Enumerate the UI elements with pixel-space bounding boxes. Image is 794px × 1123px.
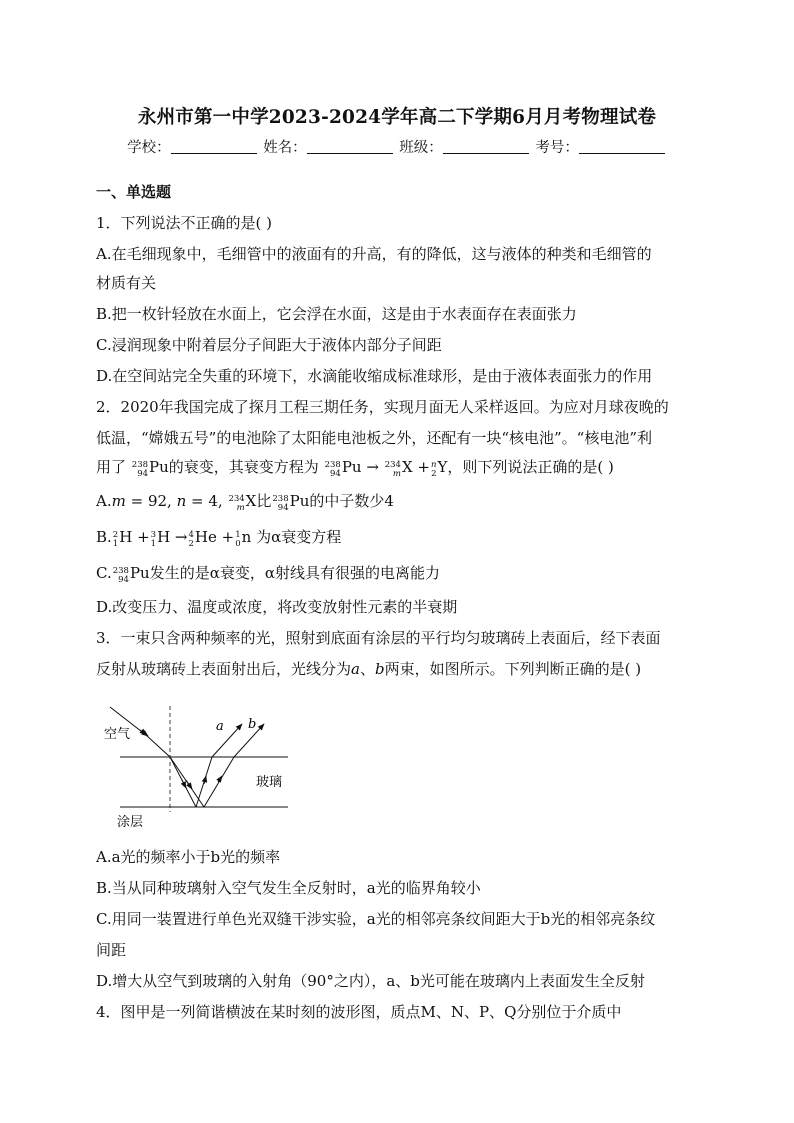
- q2-option-a: A.m = 92, n = 4, 234 m X比 238 94 Pu的中子数少4: [96, 492, 394, 513]
- q3-stem-line1: 3．一束只含两种频率的光，照射到底面有涂层的平行均匀玻璃砖上表面后，经下表面: [96, 629, 661, 647]
- fig-label-coating: 涂层: [117, 815, 144, 830]
- q3-option-a: A.a光的频率小于b光的频率: [96, 848, 281, 866]
- exam-no-blank[interactable]: [579, 139, 665, 154]
- incident-ray: [146, 735, 170, 757]
- q1-option-c: C.浸润现象中附着层分子间距大于液体内部分子间距: [96, 336, 442, 354]
- student-info-row: [0, 136, 794, 157]
- nuclide-y: n 2: [431, 460, 437, 479]
- fig-label-glass: 玻璃: [256, 775, 283, 790]
- name-label: 姓名：: [263, 140, 307, 156]
- class-label: 班级：: [399, 140, 443, 156]
- section-heading: 一、单选题: [96, 183, 172, 201]
- q2-option-c: C. 238 94 Pu发生的是α衰变，α射线具有很强的电离能力: [96, 564, 440, 585]
- q1-stem: 1．下列说法不正确的是( ): [96, 214, 273, 232]
- q1-option-d: D.在空间站完全失重的环境下，水滴能收缩成标准球形，是由于液体表面张力的作用: [96, 367, 653, 385]
- q1-option-a-line2: 材质有关: [96, 274, 157, 292]
- q3-stem-line2: 反射从玻璃砖上表面射出后，光线分为a、b两束，如图所示。下列判断正确的是( ): [96, 660, 642, 678]
- q1-option-b: B.把一枚针轻放在水面上，它会浮在水面，这是由于水表面存在表面张力: [96, 305, 577, 323]
- q3-option-d: D.增大从空气到玻璃的入射角（90°之内），a、b光可能在玻璃内上表面发生全反射: [96, 972, 645, 990]
- q2-option-b: B. 2 1 H + 3 1 H → 4 2 He + 1 0 n 为α衰变方程: [96, 528, 342, 549]
- name-blank[interactable]: [307, 139, 393, 154]
- fig-label-b: b: [248, 717, 257, 732]
- school-label: 学校：: [127, 140, 171, 156]
- q2-stem-line3: 用了 238 94 Pu的衰变，其衰变方程为 238 94 Pu → 234 m X + n 2 Y，则下列说法正确的是( ): [96, 458, 614, 479]
- refraction-figure: [100, 700, 300, 835]
- q4-stem-line1: 4．图甲是一列简谐横波在某时刻的波形图，质点M、N、P、Q分别位于介质中: [96, 1003, 622, 1021]
- q3-option-c-line1: C.用同一装置进行单色光双缝干涉实验，a光的相邻亮条纹间距大于b光的相邻亮条纹: [96, 910, 656, 928]
- q3-option-b: B.当从同种玻璃射入空气发生全反射时，a光的临界角较小: [96, 879, 481, 897]
- nuclide-pu-eq: 238 94: [324, 460, 341, 479]
- fig-label-air: 空气: [104, 727, 131, 742]
- class-blank[interactable]: [443, 139, 529, 154]
- exam-no-label: 考号：: [535, 140, 579, 156]
- q2-option-d: D.改变压力、温度或浓度，将改变放射性元素的半衰期: [96, 598, 458, 616]
- nuclide-pu: 238 94: [131, 460, 149, 479]
- q3-option-c-line2: 间距: [96, 941, 127, 959]
- q2-stem-line1: 2．2020年我国完成了探月工程三期任务，实现月面无人采样返回。为应对月球夜晚的: [96, 398, 669, 416]
- fig-label-a: a: [216, 719, 224, 734]
- page-title: 永州市第一中学2023-2024学年高二下学期6月月考物理试卷: [137, 107, 657, 128]
- q2-stem-line2: 低温，“嫦娥五号”的电池除了太阳能电池板之外，还配有一块“核电池”。“核电池”利: [96, 429, 653, 447]
- nuclide-x: 234 m: [384, 460, 401, 479]
- school-blank[interactable]: [171, 139, 257, 154]
- q1-option-a-line1: A.在毛细现象中，毛细管中的液面有的升高，有的降低，这与液体的种类和毛细管的: [96, 245, 652, 263]
